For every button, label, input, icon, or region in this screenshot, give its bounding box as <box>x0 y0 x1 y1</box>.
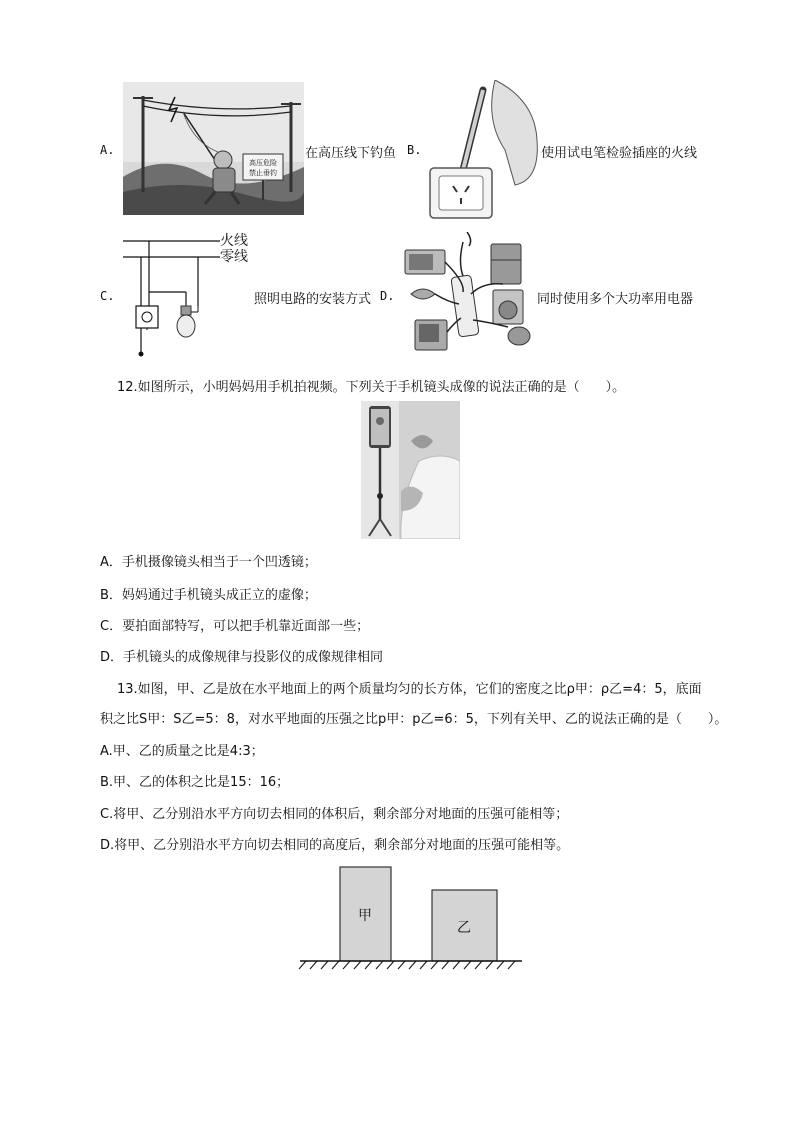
question-13-option-d: D.将甲、乙分别沿水平方向切去相同的高度后，剩余部分对地面的压强可能相等。 <box>100 838 570 853</box>
question-13-option-c: C.将甲、乙分别沿水平方向切去相同的体积后，剩余部分对地面的压强可能相等； <box>100 807 569 822</box>
option-c-label: C. <box>100 289 115 303</box>
hatch-line <box>310 961 317 969</box>
option-c-text: 照明电路的安装方式 <box>254 292 372 307</box>
hatch-line <box>365 961 372 969</box>
hatch-line <box>321 961 328 969</box>
question-12-option-c: C．要拍面部特写，可以把手机靠近面部一些； <box>100 619 370 634</box>
option-a-text: 在高压线下钓鱼 <box>305 146 397 161</box>
question-13-stem-line1: 13.如图，甲、乙是放在水平地面上的两个质量均匀的长方体，它们的密度之比ρ甲：ρ乙=4：5，底面 <box>117 682 702 697</box>
hatch-line <box>332 961 339 969</box>
lighting-circuit-diagram <box>120 230 255 358</box>
option-b-text: 使用试电笔检验插座的火线 <box>541 146 698 161</box>
hatch-line <box>398 961 405 969</box>
hatch-line <box>343 961 350 969</box>
question-12-option-d: D．手机镜头的成像规律与投影仪的成像规律相同 <box>100 650 384 665</box>
hatch-line <box>387 961 394 969</box>
hatch-line <box>508 961 515 969</box>
option-b-label: B. <box>407 143 422 157</box>
fishing-under-power-line-illustration <box>123 82 304 215</box>
test-pen-socket-illustration <box>425 80 543 220</box>
question-12-option-a: A．手机摄像镜头相当于一个凹透镜； <box>100 555 317 570</box>
question-12-stem: 12.如图所示，小明妈妈用手机拍视频。下列关于手机镜头成像的说法正确的是（ ）。 <box>117 380 626 395</box>
neutral-wire-label: 零线 <box>220 249 248 265</box>
hatch-line <box>453 961 460 969</box>
hatch-line <box>475 961 482 969</box>
live-wire-label: 火线 <box>220 233 248 249</box>
ground-hatching <box>299 961 515 969</box>
hatch-line <box>464 961 471 969</box>
question-13-option-b: B.甲、乙的体积之比是15：16； <box>100 775 290 790</box>
option-d-text: 同时使用多个大功率用电器 <box>537 292 694 307</box>
hatch-line <box>354 961 361 969</box>
hatch-line <box>497 961 504 969</box>
hatch-line <box>486 961 493 969</box>
hatch-line <box>409 961 416 969</box>
hatch-line <box>376 961 383 969</box>
hatch-line <box>420 961 427 969</box>
option-a-label: A. <box>100 143 115 157</box>
phone-video-photo <box>361 401 460 539</box>
block-yi-label: 乙 <box>457 920 471 936</box>
question-12-option-b: B．妈妈通过手机镜头成正立的虚像； <box>100 588 317 603</box>
question-13-stem-line2: 积之比S甲：S乙=5：8，对水平地面的压强之比p甲：p乙=6：5，下列有关甲、乙的说法正确的是（ ）。 <box>100 712 728 727</box>
hatch-line <box>299 961 306 969</box>
overloaded-power-strip-illustration <box>403 232 538 360</box>
warning-sign-line2: 禁止垂钓 <box>249 169 277 177</box>
blocks-on-ground-figure <box>298 862 524 972</box>
hatch-line <box>442 961 449 969</box>
block-jia-label: 甲 <box>358 908 372 924</box>
hatch-line <box>431 961 438 969</box>
question-13-option-a: A.甲、乙的质量之比是4:3； <box>100 744 264 759</box>
warning-sign-line1: 高压危险 <box>249 159 277 167</box>
option-d-label: D. <box>380 289 395 303</box>
